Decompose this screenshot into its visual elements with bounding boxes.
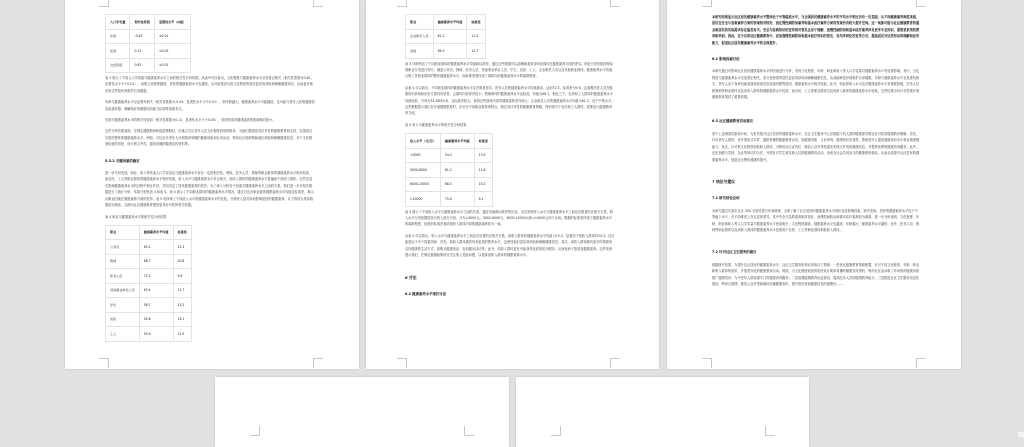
table-header: 职业 [106,225,140,240]
paragraph: 本研究通过对某市社区 300 名居民进行问卷调查，全面了解了社区居民的健康素养水平现状及其影响因素。研究发现，居民的健康素养水平处于中等偏下水平，在不同维度上存在显著差异，其中安全与急救素养相对较好，而慢性病防治和基本医疗素养较为薄弱。进一步分析表明，文化程度、年龄、职业和收入等人口学变量与健康素养水平密切相关：文化程度越高，健康素养水平也越高；年龄越大，健康素养水平越低；此外，医务人员、教师等职业群体以及高收入群体的健康素养水平显著高于农民、工人等职业群体和低收入群体。 [712,208,920,232]
table-cell: 12.3 [173,240,191,255]
table-cell: 3000-6000 [406,163,441,178]
table-cell: <0.01 [154,29,190,44]
table-header: 职业 [406,15,434,30]
document-page-2 [366,0,659,369]
table-cell: 文化程度 [106,58,130,73]
table-cell: 61.2 [433,29,467,44]
table-cell: 68.7 [139,254,173,269]
table-row [106,283,192,298]
table-cell: 8.1 [474,192,492,207]
page-corner-mark [397,0,407,7]
page-corner-mark [702,358,712,368]
table-cell: 11.8 [474,163,492,178]
document-page-1 [65,0,359,369]
occupation-table-continued [405,14,486,59]
table-header: 相关性系数 [130,15,154,30]
table-cell: 12.9 [173,327,191,342]
paragraph: 基于上述调查结果和分析，为有效提升社区居民的健康素养水平，社区卫生服务中心应根据不同人群的健康需求制定针对性的健康教育策略。首先，针对老年人群体，应开展形式多样、通俗易懂的健康教育活动，如健康讲座、义诊咨询、健康知识竞赛等，帮助老年人提高健康知识水平和自我保健能力；其次，针对低文化程度和低收入群体，可利用社区宣传栏、微信公众号等渠道发布图文并茂的健康信息，并提供免费的健康咨询服务；此外，还应加强与学校、企业等单位的合作，开展针对学生和在职人员的健康教育活动，形成全社会共同参与的健康教育格局，从而全面提升社区居民的健康素养水平，促进社区整体健康的提升。 [712,131,920,162]
table-row [106,58,191,73]
table-header: 标准差 [467,15,485,30]
table-cell: 14.1 [173,312,191,327]
page-corner-mark [464,426,474,436]
page-corner-mark [313,0,323,7]
table-cell: >10000 [406,192,441,207]
table-cell: 9.6 [173,269,191,284]
table-cell: 13.5 [474,148,492,163]
table-header: 标准差 [173,225,191,240]
table-caption: 表 4 职业与健康素养水平的相关性分析结果 [105,214,167,219]
table-cell: 52.6 [139,312,173,327]
page-corner-mark [916,358,926,368]
table-cell: 54.3 [440,148,474,163]
table-row [106,254,192,269]
table-cell: 6000-10000 [406,177,441,192]
document-page-3 [667,0,961,369]
subsection-heading: 6.1 健康素养水平现状讨论 [405,291,447,296]
paragraph: 根据研究结果，为提升社区居民的健康素养水平，社区卫生服务机构应采取以下措施：一是优化健康教育资源配置，针对不同文化程度、年龄、职业和收入群体的需求，开展差异化的健康教育活动。例如，为文化程度较低的居民设计简单易懂的健康宣传资料，利用社区活动和工作场所的健康讲座推广健康知识；为中老年人群设置专门的健康咨询服务；二是加强健康教育队伍建设，提高医务人员的健康教育能力；三是推进社区卫生服务信息化建设，利用互联网、微信公众号等新媒体传播健康知识，提升居民获取健康信息的便捷性…… [712,262,920,286]
table-cell: 0.62 [130,58,154,73]
table-cell: <0.01 [154,58,190,73]
table-cell: 其他事业单位人员 [106,283,140,298]
table-header: 标准差 [474,134,492,149]
table-row [106,312,192,327]
section-heading: 5.3.2 关键因素的确定 [105,158,140,163]
table-cell: <0.05 [154,44,190,59]
page-3-content [712,14,920,292]
table-cell: 55.6 [139,327,173,342]
section-heading: 6 讨论 [405,274,417,280]
paragraph: 本研究结果显示社区居民健康素养水平整体处于中等偏低水平，与全国居民健康素养水平的平均水平相比仍有一定差距。从不同健康素养维度来看，居民在安全与急救素养方面的表现相对较好，而在慢性病防治素养和基本医疗素养方面的表现仍有较大提升空间。这一现象可能与社区健康教育的重点和居民的实际需求存在偏差有关。安全与急救知识的宣传相对普及且易于理解，而慢性病防治和基本医疗素养涉及更多专业知识，需要更系统的教育和培训。因此，在今后的社区健康教育中，应加强慢性病防治和基本医疗知识的普及，采用多样化的宣传方式，提高居民对这些知识的理解和应用能力，促进社区居民健康素养水平的全面提升。 [712,15,920,45]
subsection-heading: 6.3 社区健康教育活动建议 [712,119,754,124]
table-cell: 工人 [106,327,140,342]
table-cell: 性别 [106,44,130,59]
table-cell: 12.7 [467,44,485,59]
table-cell: 61.2 [440,163,474,178]
table-cell: 11.4 [467,29,485,44]
table-cell: 年龄 [106,29,130,44]
table-cell: 72.5 [139,269,173,284]
paragraph: 表 3 展示了不同人口学因素与健康素养水平之间的相关性分析结果。从表中可以看出，文化程度与健康素养水平呈显著正相关（相关性系数为0.62，显著性水平小于0.01），表明文化程度越高，居民的健康素养水平也越高。这可能是因为高文化程度的居民更容易获取和理解健康知识，从而更好地应用这些知识来维护自身健康。 [105,76,314,93]
page-corner-mark [250,426,260,436]
table-header: 显著性水平（p值） [154,15,190,30]
table-row [406,177,493,192]
section-heading: 7 结论与建议 [712,178,735,184]
table-row [406,192,493,207]
table-cell: 0.12 [130,44,154,59]
paragraph: 进一步分析发现，职业、收入等其他人口学变量也与健康素养水平存在一定的相关性。例如，医务人员、教师等职业群体的健康素养水平相对较高，而农民、工人等职业群体的健康素养水平相对较低。收入水平与健康素养水平呈正相关，高收入群体的健康素养水平普遍高于低收入群体。这些变量在影响健康素养水平的过程中相互作用，共同决定了居民健康素养的差异。为了深入分析各个因素对健康素养水平之间的关系，我们进一步对相关数据进行了统计分析，结果分别见表 4 和表 5。表 4 展示了不同职业群体的健康素养水平情况，通过对比各职业群体健康素养水平均值及标准差，揭示出职业因素在健康素养方面的差异。表 5 则体现了不同收入水平的健康素养水平的比较，分析收入层次如何影响居民的健康素养，以下将结合具体数据进行阐述，以期为社区健康教育提供更具针对性的科学依据。 [105,171,314,208]
table-cell: 13.2 [173,298,191,313]
table-row [406,163,493,178]
table-row [106,269,192,284]
table-cell: 医务人员 [106,269,140,284]
table-cell: 56.9 [433,44,467,59]
table-caption: 表 5 收入与健康素养水平的相关性分析结果 [405,122,467,127]
subsection-heading: 7.1 研究结论总结 [712,196,740,201]
table-row [106,44,191,59]
table-header: 健康素养水平均值 [440,134,474,149]
table-cell: 68.5 [440,177,474,192]
table-cell: 农民 [106,312,140,327]
table-row [406,29,486,44]
paragraph: 性别与健康素养水平的相关性较弱（相关性系数为0.12，显著性水平小于0.05），说明性别对健康素养的影响相对较小。 [105,118,276,123]
income-table [405,133,493,207]
table-cell: 10.8 [173,254,191,269]
table-cell: 11.7 [173,283,191,298]
subsection-heading: 6.2 影响因素讨论 [712,57,740,62]
page-corner-mark [313,358,323,368]
scrollbar-thumb[interactable] [1018,432,1024,437]
table-row [106,240,192,255]
paragraph: 表 5 展示了不同收入水平与健康素养水平之间的关系。通过均值和标准差的比较，可以发现收入水平与健康素养水平之间存在明显的正相关关系。收入水平分类依据居民月收入进行分组，分为<3000元、3000-6000元、6000-10000元和>10000元四个区间。数据的标准差体现了健康素养水平的离散程度，较低的标准差表明该收入群体内部的健康素养较为一致。 [405,209,614,227]
page-1-content [105,14,315,344]
table-cell: 58.7 [139,298,173,313]
table-header: 健康素养水平均值 [139,225,173,240]
table-cell: 公务员 [106,240,140,255]
table-cell: <3000 [406,148,441,163]
table-cell: 学生 [106,298,140,313]
paragraph: 本研究通过对影响社区居民健康素养水平的因素进行分析，发现文化程度、年龄、职业和收入等人口学变量对健康素养水平有显著影响。其中，文化程度与健康素养水平呈显著正相关，高文化程度的居民更容易获取和理解健康信息，从而能够更好地维护自身健康。年龄与健康素养水平呈显著负相关，老年人由于身体机能衰退和获取信息渠道有限等原因，健康素养水平相对较低。此外，职业和收入水平也对健康素养水平有重要影响，医务人员和教师等职业群体以及高收入群体的健康素养水平较高，而农民、工人等职业群体以及低收入群体的健康素养水平较低。这些结果为有针对性地开展健康教育提供了重要依据。 [712,69,920,100]
page-corner-mark [702,0,712,7]
paragraph: 表 4 详细列出了不同职业群体的健康素养水平均值和标准差。通过这些数据可以清晰地看到各职业群体在健康素养方面的差异。职业分类依据国家标准职业分类进行划分，涵盖公务员、教师、医务人员、其他事业单位人员、学生、农民、工人、企业职员人员以及其他职业群体。健康素养水平均值反映了各职业群体的整体健康素养水平，而标准差则体现了群体内部健康素养水平的离散程度。 [405,61,614,79]
table-row [106,29,191,44]
page-corner-mark [551,426,561,436]
table-header: 收入水平（元/月） [406,134,441,149]
page-corner-mark [610,358,620,368]
table-row [106,298,192,313]
table-cell: -0.45 [130,29,154,44]
demographic-correlation-table [105,14,191,73]
paragraph: 从表 5 可以看出，收入水平与健康素养水平之间存在显著的正相关关系。高收入群体的健康素养水平均值为75.4，显著高于低收入群体的54.3。这可能是由于多个因素所致：首先，高收入群体通常具有更高的教育水平，这使得他们更容易获取和理解健康信息；其次，高收入群体拥有更多的资源来支持健康的生活方式，如购买健康食品、参加健身活动等；此外，高收入群体更有可能获得优质的医疗服务，从而有助于提高其健康素养。这些发现提示我们，在制定健康政策时应关注收入差距问题，以提高低收入群体的健康素养水平。 [405,233,615,258]
table-cell: 教师 [106,254,140,269]
table-header: 人口学变量 [106,15,130,30]
page-corner-mark [916,0,926,7]
table-header: 健康素养水平均值 [433,15,467,30]
page-corner-mark [99,358,109,368]
table-cell: 75.4 [440,192,474,207]
page-corner-mark [397,358,407,368]
page-corner-mark [765,426,775,436]
paragraph: 年龄与健康素养水平呈显著负相关（相关性系数为-0.45，显著性水平小于0.01），即年龄越大，健康素养水平可能越低。这可能与老年人获取健康信息渠道有限、理解和应用健康知识能力较弱等因素有关。 [105,100,315,111]
paragraph: 这些分析结果表明，在制定健康教育和促进策略时，应重点关注老年人及文化程度较低的群体，为他们提供更具针对性的健康教育和支持，以提高社区居民整体的健康素养水平。例如，可以针对老年人开展简单易懂的健康讲座和互动活动，利用社区资源帮助他们获取和理解健康信息；对于文化程度较低的居民，设计图文并茂、通俗易懂的健康宣传资料等。 [105,129,313,147]
table-cell: 其他 [406,44,434,59]
subsection-heading: 7.2 针对社区卫生服务的建议 [712,250,757,255]
page-2-content [405,14,615,303]
table-cell: 10.2 [474,177,492,192]
table-cell: 63.4 [139,283,173,298]
table-cell: 企业职员人员 [406,29,434,44]
table-row [106,327,192,342]
paragraph: 从表 4 可以看出，不同职业群体的健康素养水平存在明显差异。医务人员的健康素养水平均值最高，达到72.5，标准差为9.6，这表明医务人员在健康知识获取和应用方面具有优势，且群体内部差异较小。教师群体的健康素养水平也较高，均值为68.7。相比之下，农民和工人群体的健康素养水平均值较低，分别为52.6和55.6，且标准差较大，说明这些群体内部的健康素养差异较大。企业职员人员的健康素养水平均值为61.2，处于中等水平。这些数据提示我们在开展健康教育时，应针对不同职业群体的特点，制定有针对性的健康教育策略，特别是对于农民和工人群体，需要加大健康教育的力度。 [405,85,615,116]
table-cell: 65.2 [139,240,173,255]
page-corner-mark [99,0,109,7]
table-row [406,148,493,163]
page-corner-mark [610,0,620,7]
table-row [406,44,486,59]
occupation-table [105,225,192,342]
